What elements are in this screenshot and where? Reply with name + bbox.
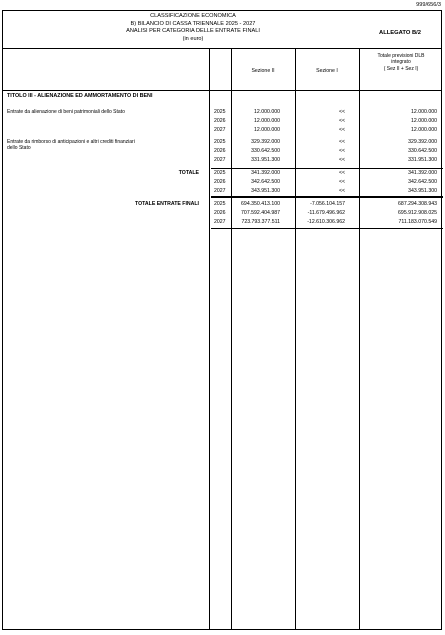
totale-header-line-3: ( Sez II + Sez I) (383, 65, 419, 72)
table-row (3, 169, 441, 178)
sezione1-cell: << (338, 148, 345, 154)
year-cell: 2026 (214, 118, 226, 124)
column-header-totale (359, 53, 443, 72)
table-row (3, 200, 441, 209)
totale-cell: 12.000.000 (411, 109, 437, 115)
sezione2-cell: 12.000.000 (254, 109, 280, 115)
year-cell: 2026 (214, 210, 226, 216)
divider-label-year (209, 49, 210, 629)
totale-cell: 12.000.000 (411, 118, 437, 124)
sezione2-cell: 723.793.377.511 (241, 219, 280, 225)
totale-entrate-finali-label: TOTALE ENTRATE FINALI (135, 201, 199, 207)
header-text (73, 13, 313, 43)
totale-cell: 329.392.000 (408, 139, 437, 145)
sezione2-cell: 12.000.000 (254, 127, 280, 133)
sezione1-cell: << (338, 109, 345, 115)
sezione2-cell: 341.392.000 (251, 170, 280, 176)
report-frame (2, 10, 442, 630)
totale-cell: 341.392.000 (408, 170, 437, 176)
header-line-3: ANALISI PER CATEGORIA DELLE ENTRATE FINALI (126, 28, 260, 35)
table-row (3, 218, 441, 227)
sezione1-cell: << (338, 179, 345, 185)
divider-year-sez2 (231, 49, 232, 629)
year-cell: 2026 (214, 148, 226, 154)
page-number: 999/656/3 (416, 2, 441, 8)
year-cell: 2027 (214, 127, 226, 133)
year-cell: 2027 (214, 157, 226, 163)
sezione2-cell: 342.642.500 (251, 179, 280, 185)
sezione1-cell: -12.610.306.962 (307, 219, 345, 225)
totale-cell: 695.912.908.025 (398, 210, 437, 216)
column-header-sezione2: Sezione II (251, 68, 275, 74)
divider-sez2-sez1 (295, 49, 296, 629)
table-row (3, 138, 441, 147)
sezione2-cell: 343.951.300 (251, 188, 280, 194)
column-header-sezione1: Sezione I (316, 68, 338, 74)
table-row (3, 147, 441, 156)
sezione2-cell: 331.951.300 (251, 157, 280, 163)
totale-entrate-rule (211, 196, 443, 198)
sezione1-cell: -11.679.496.962 (307, 210, 345, 216)
final-rule (211, 228, 443, 229)
sezione1-cell: << (338, 127, 345, 133)
year-cell: 2026 (214, 179, 226, 185)
sezione1-cell: << (338, 170, 345, 176)
table-row (3, 117, 441, 126)
totale-cell: 711.183.070.549 (398, 219, 437, 225)
sezione1-cell: << (338, 188, 345, 194)
totale-cell: 330.642.500 (408, 148, 437, 154)
table-row (3, 126, 441, 135)
sezione2-cell: 707.592.404.987 (241, 210, 280, 216)
year-cell: 2025 (214, 170, 226, 176)
allegato-label: ALLEGATO B/2 (379, 30, 421, 36)
sezione1-cell: -7.056.104.157 (310, 201, 345, 207)
block-1-label-line-1: Entrate da alienazione di beni patrimoniali dello Stato (7, 109, 125, 115)
year-cell: 2025 (214, 139, 226, 145)
sezione2-cell: 330.642.500 (251, 148, 280, 154)
table-row (3, 108, 441, 117)
totale-cell: 12.000.000 (411, 127, 437, 133)
block-2-label-line-2: dello Stato (7, 145, 31, 152)
sezione1-cell: << (338, 157, 345, 163)
sezione2-cell: 12.000.000 (254, 118, 280, 124)
section-title: TITOLO III - ALIENAZIONE ED AMMORTAMENTO DI BENI (7, 93, 153, 99)
header-line-1: CLASSIFICAZIONE ECONOMICA (150, 13, 236, 19)
totale-label: TOTALE (178, 170, 199, 176)
totale-cell: 331.951.300 (408, 157, 437, 163)
sezione2-cell: 329.392.000 (251, 139, 280, 145)
header-line-4: (in euro) (182, 35, 204, 42)
year-cell: 2025 (214, 109, 226, 115)
sezione1-cell: << (338, 118, 345, 124)
totale-header-line-1: Totale previsioni DLB (377, 53, 425, 59)
table-row (3, 187, 441, 196)
sezione1-cell: << (338, 139, 345, 145)
totale-cell: 687.294.308.943 (398, 201, 437, 207)
table-row (3, 209, 441, 218)
header-line-2: B) BILANCIO DI CASSA TRIENNALE 2025 - 2027 (130, 20, 256, 27)
year-cell: 2027 (214, 188, 226, 194)
year-cell: 2027 (214, 219, 226, 225)
year-cell: 2025 (214, 201, 226, 207)
column-header-rule (3, 90, 441, 91)
table-row (3, 156, 441, 165)
block-2-label-line-1: Entrate da rimborso di anticipazioni e altri crediti finanziari (7, 139, 135, 145)
totale-header-line-2: integrato (391, 59, 411, 66)
totale-cell: 342.642.500 (408, 179, 437, 185)
table-row (3, 178, 441, 187)
sezione2-cell: 694.350.413.100 (241, 201, 280, 207)
report-header (3, 11, 441, 49)
divider-sez1-totale (359, 49, 360, 629)
totale-cell: 343.951.300 (408, 188, 437, 194)
